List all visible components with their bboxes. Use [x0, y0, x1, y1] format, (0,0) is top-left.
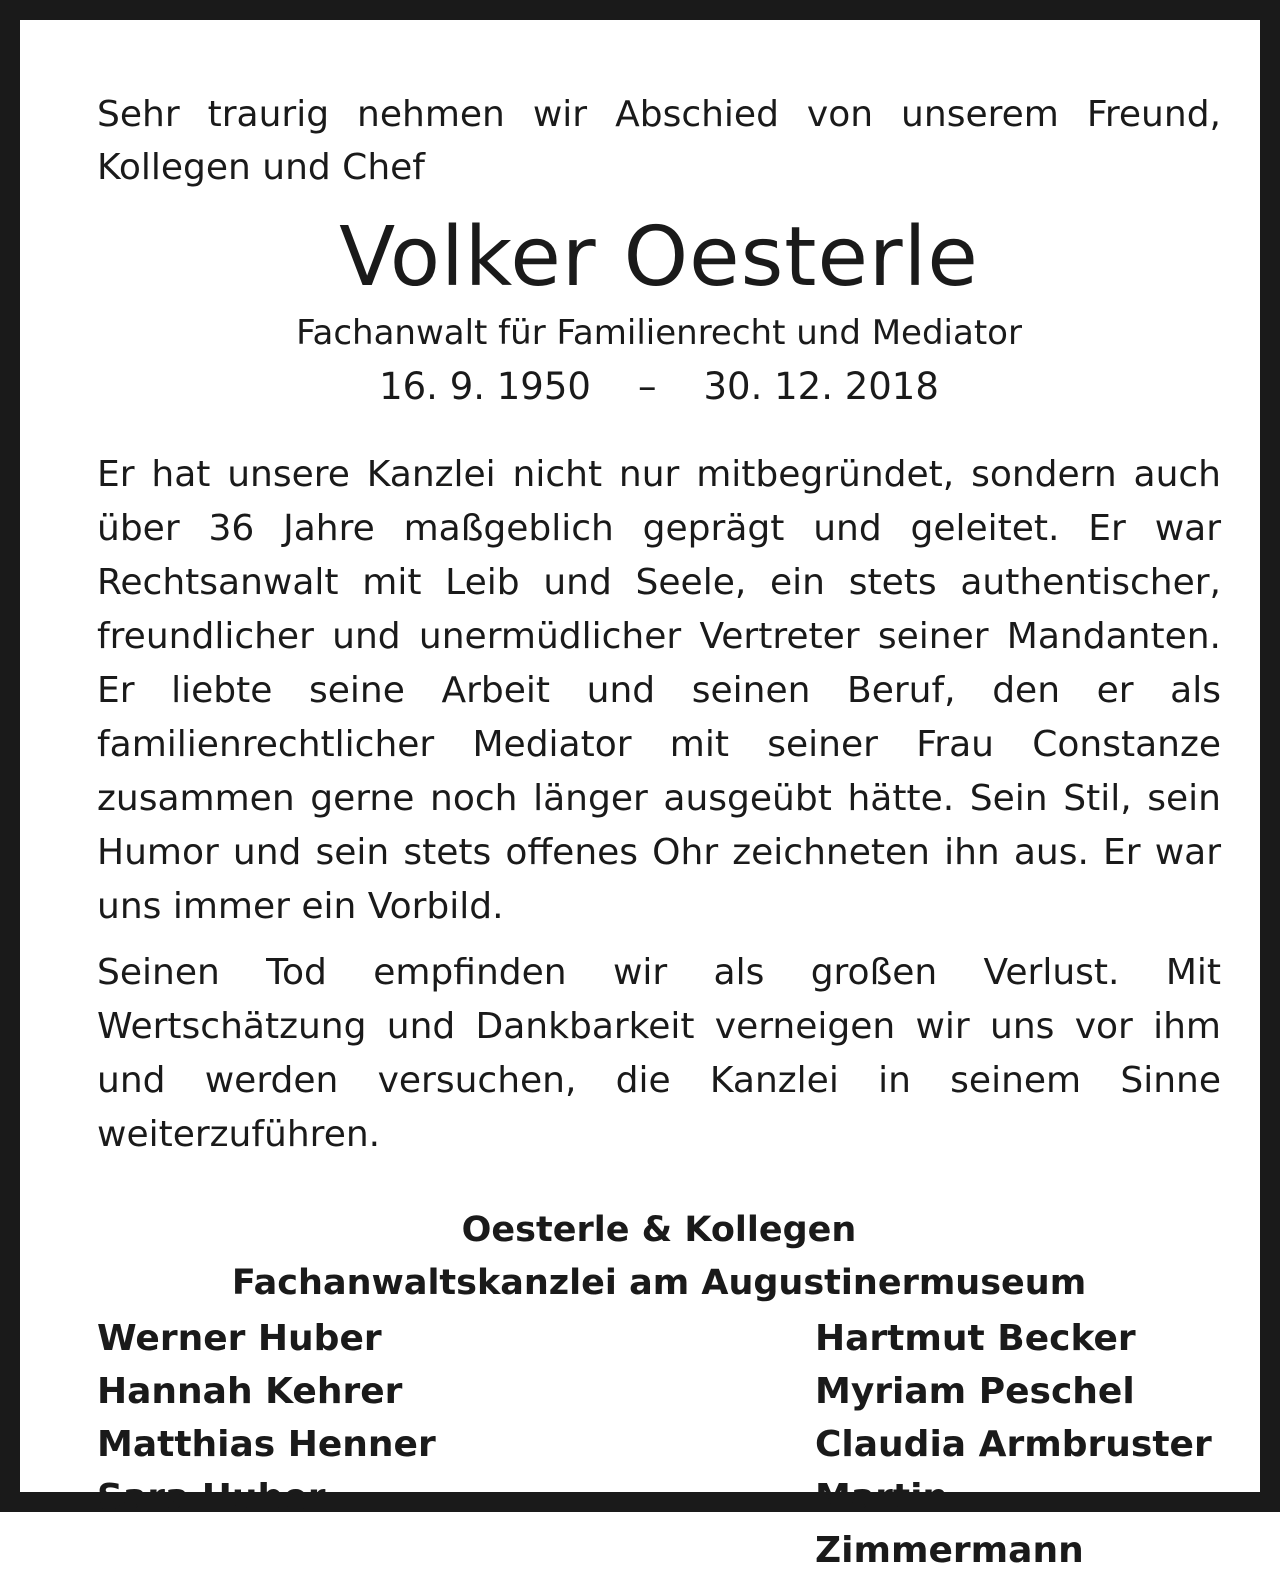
obituary-content — [97, 88, 1221, 1577]
intro-text: Sehr traurig nehmen wir Abschied von unserem Freund, Kollegen und Chef — [97, 94, 1221, 188]
signatories-right-column — [815, 1312, 1221, 1577]
signatories — [97, 1312, 1221, 1577]
signatory-name: Hartmut Becker — [815, 1318, 1136, 1359]
signatory-name: Sara Huber — [97, 1477, 326, 1518]
tribute-paragraph-1: Er hat unsere Kanzlei nicht nur mitbegründet, sondern auch über 36 Jahre maßgeblich geprägt und geleitet. Er war Rechtsanwalt mit Leib und Seele, ein stets authentischer, freundlicher und unermüdlicher Vertreter seiner Mandanten. Er liebte seine Arbeit und seinen Beruf, den er als familienrechtlicher Mediator mit seiner Frau Constanze zusammen gerne noch länger ausgeübt hätte. Sein Stil, sein Humor und sein stets offenes Ohr zeichneten ihn aus. Er war uns immer ein Vorbild. — [97, 454, 1221, 927]
signatories-left-column — [97, 1312, 597, 1577]
signatory-name: Werner Huber — [97, 1318, 382, 1359]
signatory-name: Hannah Kehrer — [97, 1371, 403, 1412]
deceased-name: Volker Oesterle — [339, 210, 979, 305]
signatory-name: Martin Zimmermann — [815, 1477, 1084, 1571]
signatory-name: Myriam Peschel — [815, 1371, 1135, 1412]
firm-subtitle: Fachanwaltskanzlei am Augustinermuseum — [231, 1263, 1087, 1303]
firm-name: Oesterle & Kollegen — [461, 1210, 857, 1250]
signatory-name: Matthias Henner — [97, 1424, 436, 1465]
life-dates: 16. 9. 1950 – 30. 12. 2018 — [379, 365, 939, 408]
profession-title: Fachanwalt für Familienrecht und Mediator — [296, 313, 1022, 353]
tribute-paragraph-2: Seinen Tod empfinden wir als großen Verlust. Mit Wertschätzung und Dankbarkeit verneigen wir uns vor ihm und werden versuchen, die Kanzlei in seinem Sinne weiterzuführen. — [97, 952, 1221, 1155]
signatory-name: Claudia Armbruster — [815, 1424, 1212, 1465]
